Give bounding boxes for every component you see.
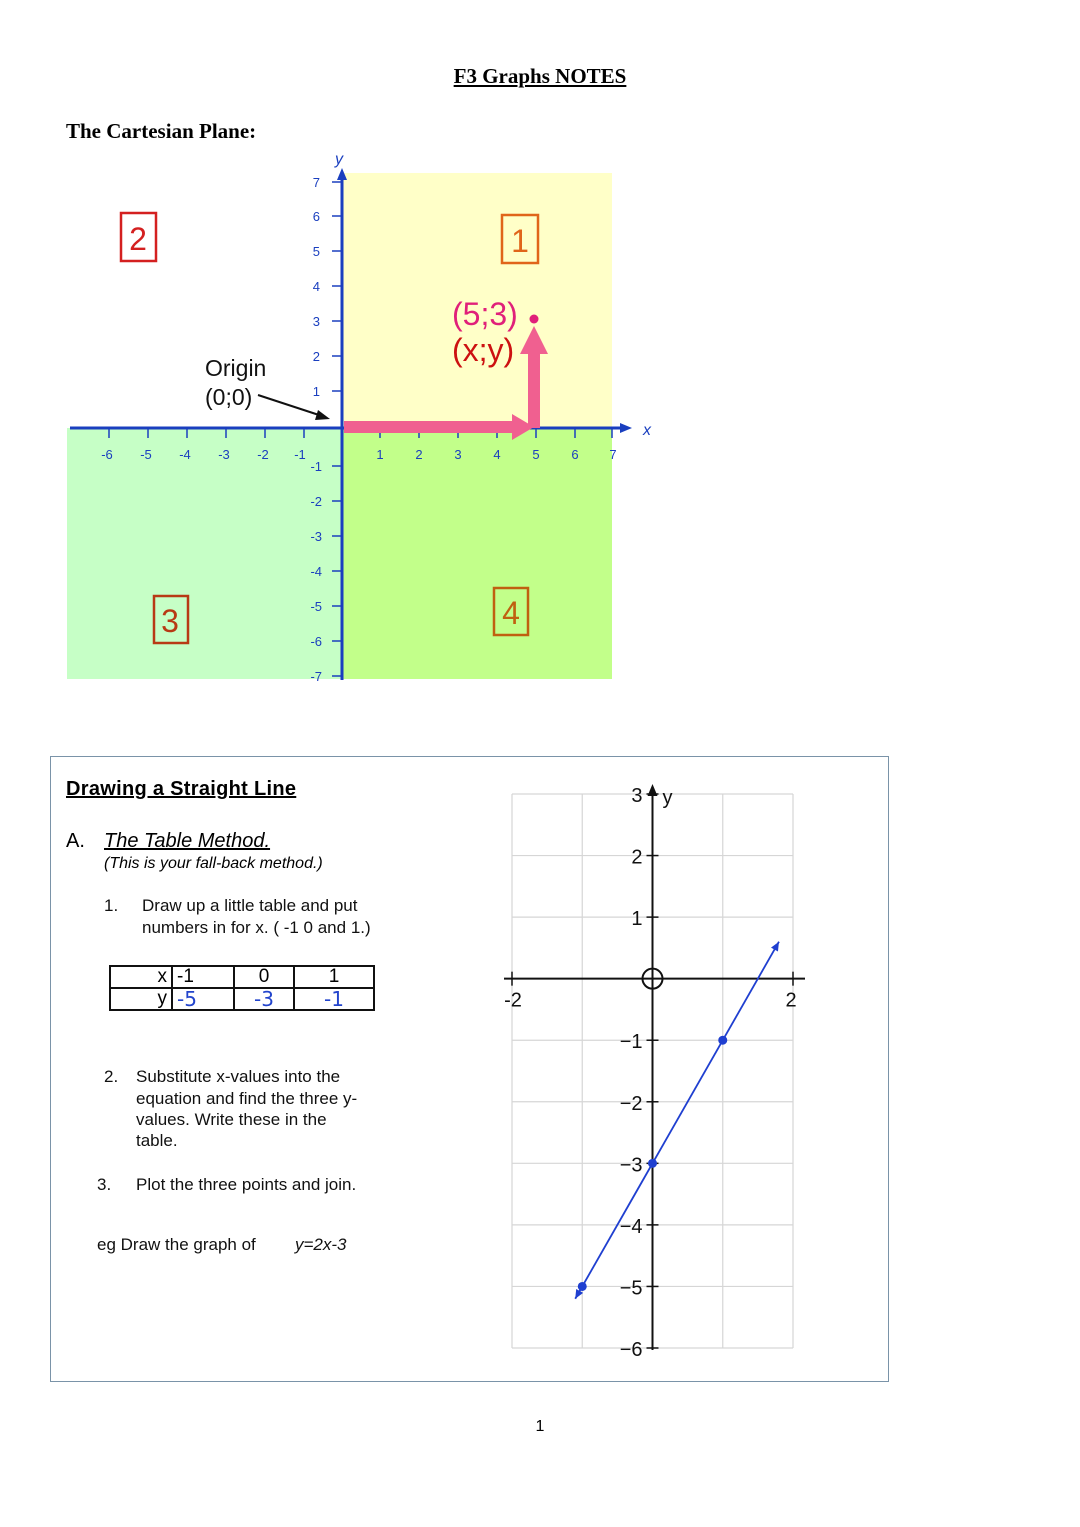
step-2-number: 2. [104,1067,119,1086]
quadrant-1-label: 1 [511,223,529,259]
x-tick-label: -3 [218,447,230,462]
graph-y-tick-label: −4 [619,1215,643,1238]
method-letter: A. [66,830,85,852]
x-tick-label: -1 [294,447,306,462]
x-tick-label: 1 [376,447,384,462]
step-1-line-2: numbers in for x. ( -1 0 and 1.) [142,918,371,937]
example-prefix: eg Draw the graph of [97,1235,256,1254]
table-x-value: 0 [234,966,294,988]
graph-line-y-2x-3 [575,942,779,1299]
origin-label-line2: (0;0) [205,384,253,410]
graph-plotted-point [648,1159,657,1168]
graph-y-tick-label: −3 [619,1154,643,1177]
y-tick-label: 6 [312,209,320,224]
origin-label-line1: Origin [205,355,267,381]
y-tick-label: 2 [312,349,320,364]
graph-series [575,942,779,1299]
quadrant-2-label: 2 [129,221,147,257]
y-tick-label: -3 [310,529,322,544]
document-title: F3 Graphs NOTES [453,64,627,88]
y-tick-label: -6 [310,634,322,649]
quadrant-3-label: 3 [161,603,179,639]
method-name: The Table Method. [104,830,271,852]
graph-plotted-point [578,1282,587,1291]
x-axis-label: x [643,422,651,439]
y-tick-label: 7 [312,175,320,190]
table-x-value: -1 [172,966,234,988]
y-axis-label: y [335,151,343,168]
step-2-line-3: values. Write these in the [136,1110,327,1129]
graph-y-tick-label: −1 [619,1031,643,1054]
quadrant-4-label: 4 [502,595,520,631]
table-x-header: x [110,966,172,988]
graph-x-tick-label: 2 [785,989,797,1012]
y-tick-label: -1 [310,459,322,474]
step-1-number: 1. [104,896,119,915]
point-coordinate-label: (5;3) [452,296,518,332]
example-equation: y=2x-3 [295,1235,347,1254]
step-2-line-4: table. [136,1131,178,1150]
y-tick-label: -2 [310,494,322,509]
step-1-line-1: Draw up a little table and put [142,896,358,915]
graph-plotted-point [718,1036,727,1045]
x-tick-label: 5 [532,447,540,462]
method-note: (This is your fall-back method.) [104,855,323,872]
y-tick-label: -7 [310,669,322,684]
table-x-value: 1 [294,966,374,988]
table-y-value-handwritten: -1 [294,988,374,1010]
y-tick-label: 5 [312,244,320,259]
x-tick-label: 7 [609,447,617,462]
graph-y-tick-label: 2 [631,846,643,869]
step-2-line-1: Substitute x-values into the [136,1067,341,1086]
graph-y-tick-label: −5 [619,1277,643,1300]
x-tick-label: -4 [179,447,191,462]
x-tick-label: 2 [415,447,423,462]
graph-y-tick-label: −2 [619,1092,643,1115]
y-tick-label: 1 [312,384,320,399]
x-tick-label: 6 [571,447,579,462]
graph-x-tick-label: -2 [504,989,522,1012]
section-heading: The Cartesian Plane: [66,119,257,143]
x-tick-label: 3 [454,447,462,462]
graph-y-axis-label: y [662,787,673,809]
graph-y-tick-label: −6 [619,1339,643,1361]
x-tick-label: -6 [101,447,113,462]
y-tick-label: -4 [310,564,322,579]
graph-tick-labels [504,785,796,1361]
table-y-value-handwritten: -3 [234,988,294,1010]
y-tick-label: 3 [312,314,320,329]
box-title: Drawing a Straight Line [66,778,297,800]
x-tick-label: 4 [493,447,501,462]
y-tick-label: 4 [312,279,320,294]
general-point-label: (x;y) [452,332,515,368]
step-3-text: Plot the three points and join. [136,1175,357,1194]
table-y-value-handwritten: -5 [172,988,234,1010]
graph-y-tick-label: 3 [631,785,643,807]
x-tick-label: -2 [257,447,269,462]
page-number: 1 [535,1418,545,1435]
x-tick-label: -5 [140,447,152,462]
graph-y-tick-label: 1 [631,908,643,931]
y-tick-label: -5 [310,599,322,614]
step-3-number: 3. [97,1175,112,1194]
graph-axes [504,784,805,1350]
step-2-line-2: equation and find the three y- [136,1089,358,1108]
table-y-header: y [110,988,172,1010]
